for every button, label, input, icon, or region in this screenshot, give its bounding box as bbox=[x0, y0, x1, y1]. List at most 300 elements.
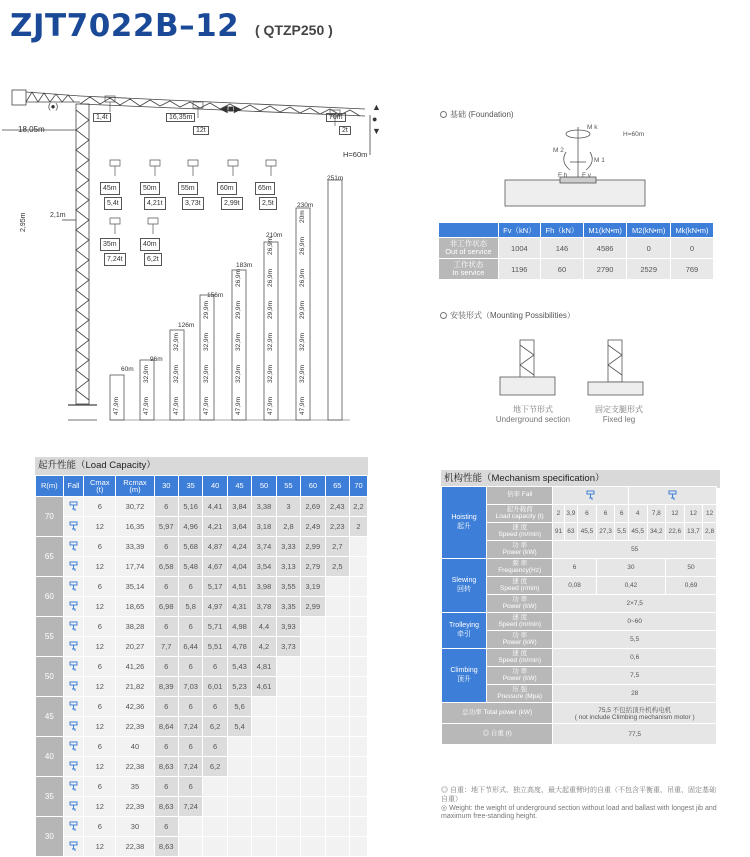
height-label: 230m bbox=[297, 202, 314, 209]
load-capacity-row bbox=[36, 777, 368, 797]
foundation-row bbox=[439, 259, 714, 280]
load-cell bbox=[252, 797, 276, 817]
load-cell bbox=[227, 817, 251, 837]
radius-card-r: 65m bbox=[255, 182, 275, 195]
radius-cell: 30 bbox=[36, 817, 64, 857]
mounting-diagram bbox=[490, 335, 670, 405]
load-cell: 4,31 bbox=[227, 597, 251, 617]
load-cell: 5,4 bbox=[227, 717, 251, 737]
load-cell bbox=[252, 777, 276, 797]
height-label: 183m bbox=[236, 262, 253, 269]
tier-label: 26,9m bbox=[267, 268, 274, 287]
load-cell: 5,51 bbox=[203, 637, 227, 657]
load-cell: 12 bbox=[84, 837, 116, 857]
mech-row bbox=[442, 724, 717, 745]
load-cell: 4,98 bbox=[227, 617, 251, 637]
load-cell bbox=[252, 717, 276, 737]
load-capacity-header: Rcmax (m) bbox=[116, 476, 154, 497]
svg-text:(●): (●) bbox=[48, 102, 59, 111]
foundation-row-label: 工作状态 In service bbox=[439, 259, 499, 280]
radius-card-t: 2,99t bbox=[221, 197, 243, 210]
notes bbox=[441, 787, 717, 822]
load-cell: 7,24 bbox=[178, 757, 202, 777]
load-cell: 3,98 bbox=[252, 577, 276, 597]
load-cell: 6,2 bbox=[203, 717, 227, 737]
tier-label: 47,9m bbox=[203, 396, 210, 415]
load-cell: 3,78 bbox=[252, 597, 276, 617]
load-capacity-header: R(m) bbox=[36, 476, 64, 497]
load-cell bbox=[227, 837, 251, 857]
load-cell: 4,2 bbox=[252, 637, 276, 657]
load-cell: 41,26 bbox=[116, 657, 154, 677]
load-cell: 2,79 bbox=[301, 557, 325, 577]
load-cell bbox=[301, 797, 325, 817]
load-cell: 6 bbox=[178, 737, 202, 757]
load-cell: 4,96 bbox=[178, 517, 202, 537]
radius-card bbox=[255, 182, 277, 210]
fall-icon bbox=[63, 797, 84, 817]
load-cell: 5,8 bbox=[178, 597, 202, 617]
mech-value: 0~60 bbox=[553, 613, 717, 631]
load-cell bbox=[325, 797, 349, 817]
mech-value: 7,5 bbox=[553, 667, 717, 685]
fall-icon bbox=[63, 757, 84, 777]
load-cell bbox=[325, 737, 349, 757]
fall-icon bbox=[63, 617, 84, 637]
load-capacity-row bbox=[36, 577, 368, 597]
tier-label: 32,9m bbox=[203, 364, 210, 383]
load-capacity-header: 40 bbox=[203, 476, 227, 497]
tier-label: 29,9m bbox=[203, 300, 210, 319]
load-cell: 6 bbox=[84, 497, 116, 517]
svg-text:◀■▶: ◀■▶ bbox=[220, 104, 242, 115]
mech-value: 45,5 bbox=[628, 523, 647, 541]
load-cell: 42,36 bbox=[116, 697, 154, 717]
load-cell: 8,63 bbox=[154, 757, 178, 777]
radius-cell: 35 bbox=[36, 777, 64, 817]
load-cell bbox=[350, 837, 368, 857]
load-cell: 3,54 bbox=[252, 557, 276, 577]
tip-load-label: 1,4t bbox=[93, 113, 111, 122]
load-cell bbox=[301, 617, 325, 637]
mech-group: Hoisting 起升 bbox=[442, 487, 487, 559]
fall-icon bbox=[63, 697, 84, 717]
load-cell: 2 bbox=[350, 517, 368, 537]
load-cell: 6 bbox=[84, 577, 116, 597]
radius-cell: 65 bbox=[36, 537, 64, 577]
load-cell bbox=[301, 757, 325, 777]
height-label: 251m bbox=[327, 175, 344, 182]
load-cell bbox=[301, 777, 325, 797]
radius-cell: 60 bbox=[36, 577, 64, 617]
load-cell: 6 bbox=[154, 537, 178, 557]
mech-group: Trolleying 牵引 bbox=[442, 613, 487, 649]
radius-card bbox=[217, 182, 243, 210]
load-cell bbox=[276, 777, 300, 797]
load-cell: 5,6 bbox=[227, 697, 251, 717]
h1-label: 2,1m bbox=[50, 212, 66, 219]
mech-value: 0,69 bbox=[666, 577, 717, 595]
load-cell bbox=[276, 737, 300, 757]
load-cell: 6,01 bbox=[203, 677, 227, 697]
load-cell: 6 bbox=[178, 777, 202, 797]
load-cell: 6,44 bbox=[178, 637, 202, 657]
load-capacity-row bbox=[36, 697, 368, 717]
load-cell bbox=[350, 677, 368, 697]
mech-value: 2×7,5 bbox=[553, 595, 717, 613]
load-cell: 3,33 bbox=[276, 537, 300, 557]
tier-label: 47,9m bbox=[113, 396, 120, 415]
load-cell bbox=[276, 717, 300, 737]
mid-radius-label: 16,35m bbox=[166, 113, 195, 122]
load-capacity-row bbox=[36, 537, 368, 557]
load-cell bbox=[325, 677, 349, 697]
load-capacity-header: 65 bbox=[325, 476, 349, 497]
load-cell bbox=[227, 757, 251, 777]
load-capacity-row bbox=[36, 517, 368, 537]
load-cell bbox=[325, 597, 349, 617]
load-cell: 4,41 bbox=[203, 497, 227, 517]
total-power-label: 总功率 Total power (kW) bbox=[442, 703, 553, 724]
mechanism-table bbox=[441, 486, 717, 745]
load-capacity-header: 70 bbox=[350, 476, 368, 497]
load-cell: 20,27 bbox=[116, 637, 154, 657]
load-cell: 4,61 bbox=[252, 677, 276, 697]
fh-label: F h bbox=[558, 172, 568, 179]
load-cell bbox=[276, 817, 300, 837]
load-cell: 2,43 bbox=[325, 497, 349, 517]
load-cell bbox=[178, 837, 202, 857]
load-cell: 4,81 bbox=[252, 657, 276, 677]
load-cell: 8,39 bbox=[154, 677, 178, 697]
radius-card bbox=[100, 182, 122, 210]
mech-value: 0,6 bbox=[553, 649, 717, 667]
load-cell bbox=[276, 757, 300, 777]
load-cell: 3,19 bbox=[301, 577, 325, 597]
load-cell: 3,18 bbox=[252, 517, 276, 537]
load-cell bbox=[350, 697, 368, 717]
load-cell: 12 bbox=[84, 517, 116, 537]
mech-value: 2,8 bbox=[703, 523, 717, 541]
load-capacity-header: 35 bbox=[178, 476, 202, 497]
mount-fixed-leg: 固定支腿形式 Fixed leg bbox=[595, 405, 643, 424]
load-cell bbox=[276, 837, 300, 857]
tier-label: 32,9m bbox=[203, 332, 210, 351]
load-cell: 2,23 bbox=[325, 517, 349, 537]
load-cell bbox=[301, 677, 325, 697]
height-label: 96m bbox=[150, 356, 163, 363]
radius-cell: 50 bbox=[36, 657, 64, 697]
load-cell: 4,97 bbox=[203, 597, 227, 617]
fall-icon bbox=[63, 677, 84, 697]
load-capacity-row bbox=[36, 837, 368, 857]
mech-value: 5,5 bbox=[615, 523, 629, 541]
load-cell: 6 bbox=[84, 817, 116, 837]
mech-row bbox=[442, 703, 717, 724]
mech-label: 速 度 Speed (r/min) bbox=[487, 577, 553, 595]
load-capacity-table bbox=[35, 475, 368, 857]
mech-row bbox=[442, 487, 717, 505]
svg-text:●: ● bbox=[372, 114, 378, 124]
fall-icon bbox=[63, 497, 84, 517]
load-cell bbox=[350, 597, 368, 617]
foundation-header bbox=[439, 223, 499, 238]
load-cell: 2,69 bbox=[301, 497, 325, 517]
fall-icon-cell bbox=[628, 487, 716, 505]
load-cell: 3,73 bbox=[276, 637, 300, 657]
load-cell: 3,35 bbox=[276, 597, 300, 617]
foundation-cell: 1004 bbox=[498, 238, 540, 259]
mech-label: 频 率 Frequency(Hz) bbox=[487, 559, 553, 577]
load-cell: 3,55 bbox=[276, 577, 300, 597]
load-cell: 35,14 bbox=[116, 577, 154, 597]
mid-load-label: 12t bbox=[193, 126, 209, 135]
load-cell: 4,87 bbox=[203, 537, 227, 557]
load-capacity-row bbox=[36, 817, 368, 837]
load-cell: 6 bbox=[154, 617, 178, 637]
load-cell: 3,38 bbox=[252, 497, 276, 517]
fall-icon bbox=[63, 737, 84, 757]
mech-label: 倍率 Fall bbox=[487, 487, 553, 505]
load-cell: 6 bbox=[203, 737, 227, 757]
load-cell bbox=[252, 757, 276, 777]
load-cell: 6 bbox=[203, 697, 227, 717]
load-cell: 6 bbox=[178, 697, 202, 717]
load-cell bbox=[252, 737, 276, 757]
load-cell: 6 bbox=[154, 657, 178, 677]
load-cell: 6 bbox=[178, 657, 202, 677]
foundation-cell: 0 bbox=[627, 238, 671, 259]
load-cell bbox=[276, 657, 300, 677]
mech-value: 22,6 bbox=[666, 523, 685, 541]
m1-label: M 1 bbox=[594, 157, 605, 164]
mech-value: 6 bbox=[553, 559, 596, 577]
mech-value: 7,8 bbox=[647, 505, 666, 523]
load-cell: 2,7 bbox=[325, 537, 349, 557]
mech-value: 0,08 bbox=[553, 577, 596, 595]
load-cell: 4,04 bbox=[227, 557, 251, 577]
load-cell bbox=[252, 697, 276, 717]
load-cell: 5,16 bbox=[178, 497, 202, 517]
load-cell: 5,68 bbox=[178, 537, 202, 557]
load-cell: 3,64 bbox=[227, 517, 251, 537]
tier-label: 32,9m bbox=[173, 364, 180, 383]
load-cell: 30 bbox=[116, 817, 154, 837]
load-cell bbox=[227, 777, 251, 797]
foundation-label: 基础 (Foundation) bbox=[440, 109, 514, 120]
mech-label: 速 度 Speed (m/min) bbox=[487, 523, 553, 541]
load-cell: 7,03 bbox=[178, 677, 202, 697]
load-cell bbox=[203, 797, 227, 817]
tier-label: 32,9m bbox=[173, 332, 180, 351]
load-cell bbox=[178, 817, 202, 837]
load-cell: 7,24 bbox=[178, 797, 202, 817]
mech-value: 12 bbox=[684, 505, 703, 523]
height-label: 210m bbox=[266, 232, 283, 239]
mech-value: 6 bbox=[615, 505, 629, 523]
load-cell bbox=[203, 777, 227, 797]
page-title: ZJT7022B–12 bbox=[10, 8, 240, 44]
load-cell: 12 bbox=[84, 597, 116, 617]
mech-label: 功 率 Power (kW) bbox=[487, 631, 553, 649]
radius-card-t: 7,24t bbox=[104, 253, 126, 266]
tier-label: 32,9m bbox=[235, 332, 242, 351]
tier-label: 32,9m bbox=[235, 364, 242, 383]
fall-icon bbox=[63, 537, 84, 557]
mech-label: 功 率 Power (kW) bbox=[487, 667, 553, 685]
load-capacity-row bbox=[36, 717, 368, 737]
fall-icon bbox=[63, 557, 84, 577]
note-cn: ◎ 自重：地下节形式、独立高度、最大起重臂时的自重（不包含平衡重、吊重、固定基础自重） bbox=[441, 787, 716, 803]
tier-label: 26,9m bbox=[299, 268, 306, 287]
load-cell: 17,74 bbox=[116, 557, 154, 577]
m2-label: M 2 bbox=[553, 147, 564, 154]
foundation-row bbox=[439, 238, 714, 259]
fall-icon bbox=[63, 597, 84, 617]
load-cell: 6 bbox=[84, 777, 116, 797]
mech-label: 功 率 Power (kW) bbox=[487, 595, 553, 613]
load-cell: 16,35 bbox=[116, 517, 154, 537]
load-cell: 4,4 bbox=[252, 617, 276, 637]
foundation-cell: 0 bbox=[670, 238, 713, 259]
load-cell: 6 bbox=[154, 817, 178, 837]
tier-label: 32,9m bbox=[299, 364, 306, 383]
foundation-cell: 1196 bbox=[498, 259, 540, 280]
mechanism-title: 机构性能（Mechanism specification） bbox=[441, 470, 720, 488]
load-cell: 2,2 bbox=[350, 497, 368, 517]
load-cell: 38,28 bbox=[116, 617, 154, 637]
note-en: ◎ Weight: the weight of underground section without load and ballast with longest jib and maximum free-standing height. bbox=[441, 804, 717, 821]
foundation-header: M1(kN•m) bbox=[583, 223, 627, 238]
load-cell: 5,71 bbox=[203, 617, 227, 637]
fall-icon bbox=[63, 777, 84, 797]
foundation-cell: 60 bbox=[541, 259, 584, 280]
load-capacity-row bbox=[36, 497, 368, 517]
load-cell: 12 bbox=[84, 797, 116, 817]
foundation-header: Fh（kN） bbox=[541, 223, 584, 238]
mech-value: 12 bbox=[703, 505, 717, 523]
crane-diagram bbox=[0, 70, 440, 430]
foundation-h-label: H=60m bbox=[623, 131, 645, 138]
load-cell bbox=[350, 737, 368, 757]
mech-value: 6 bbox=[578, 505, 597, 523]
mech-label: 速 度 Speed (m/min) bbox=[487, 649, 553, 667]
load-cell: 21,82 bbox=[116, 677, 154, 697]
load-capacity-row bbox=[36, 757, 368, 777]
load-cell: 3,74 bbox=[252, 537, 276, 557]
fall-icon bbox=[63, 717, 84, 737]
load-cell bbox=[350, 757, 368, 777]
tier-label: 32,9m bbox=[143, 364, 150, 383]
load-cell: 30,72 bbox=[116, 497, 154, 517]
h2-label: 2,95m bbox=[20, 212, 27, 232]
load-cell: 12 bbox=[84, 557, 116, 577]
load-cell: 6 bbox=[203, 657, 227, 677]
load-cell: 35 bbox=[116, 777, 154, 797]
tier-label: 26,9m bbox=[267, 236, 274, 255]
load-cell: 12 bbox=[84, 717, 116, 737]
radius-card bbox=[178, 182, 204, 210]
load-cell: 22,39 bbox=[116, 717, 154, 737]
load-cell bbox=[325, 617, 349, 637]
load-cell: 7,7 bbox=[154, 637, 178, 657]
mech-value: 0,42 bbox=[596, 577, 665, 595]
load-cell bbox=[301, 717, 325, 737]
mech-value: 5,5 bbox=[553, 631, 717, 649]
load-cell bbox=[325, 757, 349, 777]
load-cell bbox=[325, 657, 349, 677]
mech-value: 3,9 bbox=[564, 505, 578, 523]
mech-value: 91 bbox=[553, 523, 564, 541]
tier-label: 47,9m bbox=[143, 396, 150, 415]
tier-label: 47,9m bbox=[173, 396, 180, 415]
tip-radius-label: 70m bbox=[326, 113, 346, 122]
load-cell: 6 bbox=[178, 577, 202, 597]
load-cell bbox=[203, 837, 227, 857]
load-cell bbox=[350, 557, 368, 577]
height-label: 156m bbox=[207, 292, 224, 299]
tier-label: 32,9m bbox=[267, 332, 274, 351]
load-cell: 2,5 bbox=[325, 557, 349, 577]
fv-label: F v bbox=[582, 172, 592, 179]
load-cell bbox=[252, 817, 276, 837]
load-cell: 6 bbox=[154, 577, 178, 597]
tier-label: 32,9m bbox=[299, 332, 306, 351]
load-cell: 2,99 bbox=[301, 537, 325, 557]
load-cell bbox=[301, 657, 325, 677]
mech-row bbox=[442, 649, 717, 667]
height-label: 126m bbox=[178, 322, 195, 329]
load-cell bbox=[301, 837, 325, 857]
radius-card-t: 3,73t bbox=[182, 197, 204, 210]
radius-card bbox=[140, 238, 162, 266]
load-cell bbox=[252, 837, 276, 857]
load-cell: 12 bbox=[84, 637, 116, 657]
model-code: ( QTZP250 ) bbox=[255, 22, 333, 38]
load-cell bbox=[350, 777, 368, 797]
load-capacity-title: 起升性能（Load Capacity） bbox=[35, 457, 368, 475]
svg-text:▼: ▼ bbox=[372, 126, 381, 136]
load-cell: 6 bbox=[84, 697, 116, 717]
radius-cell: 45 bbox=[36, 697, 64, 737]
radius-card-t: 5,4t bbox=[104, 197, 122, 210]
foundation-table bbox=[438, 222, 714, 280]
tier-label: 29,9m bbox=[235, 300, 242, 319]
load-cell: 22,39 bbox=[116, 797, 154, 817]
load-capacity-header: 45 bbox=[227, 476, 251, 497]
load-cell bbox=[276, 697, 300, 717]
fall-icon bbox=[63, 837, 84, 857]
fall-icon bbox=[63, 657, 84, 677]
fall-icon bbox=[63, 817, 84, 837]
radius-card-r: 55m bbox=[178, 182, 198, 195]
load-cell bbox=[325, 777, 349, 797]
load-capacity-header: 50 bbox=[252, 476, 276, 497]
load-cell: 6,98 bbox=[154, 597, 178, 617]
load-cell: 5,17 bbox=[203, 577, 227, 597]
foundation-cell: 2529 bbox=[627, 259, 671, 280]
mech-row bbox=[442, 559, 717, 577]
fall-icon bbox=[63, 517, 84, 537]
foundation-header: Mk(kN•m) bbox=[670, 223, 713, 238]
mech-value: 6 bbox=[596, 505, 615, 523]
tip-load2-label: 2t bbox=[339, 126, 351, 135]
tier-label: 47,9m bbox=[299, 396, 306, 415]
radius-card-r: 35m bbox=[100, 238, 120, 251]
load-cell: 4,21 bbox=[203, 517, 227, 537]
mech-value: 4 bbox=[628, 505, 647, 523]
weight-label: ◎ 自重 (t) bbox=[442, 724, 553, 745]
